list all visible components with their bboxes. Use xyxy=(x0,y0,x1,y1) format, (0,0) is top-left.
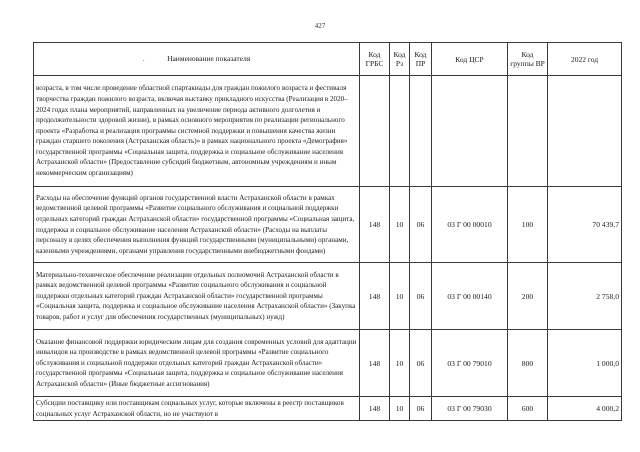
budget-table xyxy=(33,42,622,421)
row-rz: 10 xyxy=(390,397,410,421)
row-csr: 03 Г 00 79030 xyxy=(432,397,508,421)
header-vr: Код группы ВР xyxy=(508,43,548,76)
row-amount: 4 000,2 xyxy=(548,397,622,421)
row-rz: 10 xyxy=(390,187,410,263)
header-year: 2022 год xyxy=(548,43,622,76)
header-name: . Наименование показателя xyxy=(34,43,360,76)
row-pr: 06 xyxy=(410,397,432,421)
row-amount xyxy=(548,76,622,187)
table-row xyxy=(34,76,622,187)
row-vr xyxy=(508,76,548,187)
table-row xyxy=(34,263,622,330)
page-number: 427 xyxy=(314,22,326,30)
header-csr: Код ЦСР xyxy=(432,43,508,76)
row-grbs: 148 xyxy=(360,263,390,330)
row-grbs xyxy=(360,76,390,187)
row-pr: 06 xyxy=(410,263,432,330)
row-vr: 200 xyxy=(508,263,548,330)
row-csr: 03 Г 00 00140 xyxy=(432,263,508,330)
row-rz: 10 xyxy=(390,330,410,397)
header-row xyxy=(34,43,622,76)
row-grbs: 148 xyxy=(360,187,390,263)
row-name: Материально-техническое обеспечение реализации отдельных полномочий Астраханской области в рамках ведомственной целевой программы «Развитие социального обслуживания и социальной поддержки отдельных категорий граждан Астраханской области» государственной программы «Социальная защита, поддержка и социальное обслуживание населения Астраханской области» (Закупка товаров, работ и услуг для обеспечения государственных (муниципальных) нужд) xyxy=(34,263,360,330)
row-amount: 2 758,0 xyxy=(548,263,622,330)
row-csr xyxy=(432,76,508,187)
row-name: возраста, в том числе проведение областной спартакиады для граждан пожилого возраста и фестиваля творчества граждан пожилого возраста, включая выставку прикладного искусства (Реализация в 2020–2024 годах плана мероприятий, направленных на увеличение периода активного долголетия и продолжительности здоровой жизни), в рамках основного мероприятия по реализации регионального проекта «Разработка и реализация программы системной поддержки и повышения качества жизни граждан старшего поколения (Астраханская область)» в рамках национального проекта «Демография» государственной программы «Социальная защита, поддержка и социальное обслуживание населения Астраханской области» (Предоставление субсидий бюджетным, автономным учреждениям и иным некоммерческим организациям) xyxy=(34,76,360,187)
row-grbs: 148 xyxy=(360,330,390,397)
row-name: Субсидии поставщику или поставщикам социальных услуг, которые включены в реестр поставщиков социальных услуг Астраханской области, но не участвуют в xyxy=(34,397,360,421)
header-pr: Код ПР xyxy=(410,43,432,76)
header-grbs: Код ГРБС xyxy=(360,43,390,76)
row-rz xyxy=(390,76,410,187)
row-csr: 03 Г 00 00010 xyxy=(432,187,508,263)
table-row xyxy=(34,330,622,397)
row-name: Оказание финансовой поддержки юридическим лицам для создания современных условий для адаптации инвалидов на производстве в рамках ведомственной целевой программы «Развитие социального обслуживания и социальной поддержки отдельных категорий граждан Астраханской области» государственной программы «Социальная защита, поддержка и социальное обслуживание населения Астраханской области» (Иные бюджетные ассигнования) xyxy=(34,330,360,397)
row-vr: 600 xyxy=(508,397,548,421)
row-csr: 03 Г 00 79010 xyxy=(432,330,508,397)
table-row xyxy=(34,187,622,263)
row-name: Расходы на обеспечение функций органов государственной власти Астраханской области в рамках ведомственной целевой программы «Развитие социального обслуживания и социальной поддержки отдельных категорий граждан Астраханской области» государственной программы «Социальная защита, поддержка и социальное обслуживание населения Астраханской области» (Расходы на выплаты персоналу в целях обеспечения выполнения функций государственными (муниципальными) органами, казенными учреждениями, органами управления государственными внебюджетными фондами) xyxy=(34,187,360,263)
row-amount: 1 000,0 xyxy=(548,330,622,397)
table-row xyxy=(34,397,622,421)
row-pr xyxy=(410,76,432,187)
row-vr: 800 xyxy=(508,330,548,397)
header-rz: Код Рз xyxy=(390,43,410,76)
row-vr: 100 xyxy=(508,187,548,263)
row-amount: 70 439,7 xyxy=(548,187,622,263)
row-grbs: 148 xyxy=(360,397,390,421)
row-rz: 10 xyxy=(390,263,410,330)
row-pr: 06 xyxy=(410,187,432,263)
row-pr: 06 xyxy=(410,330,432,397)
